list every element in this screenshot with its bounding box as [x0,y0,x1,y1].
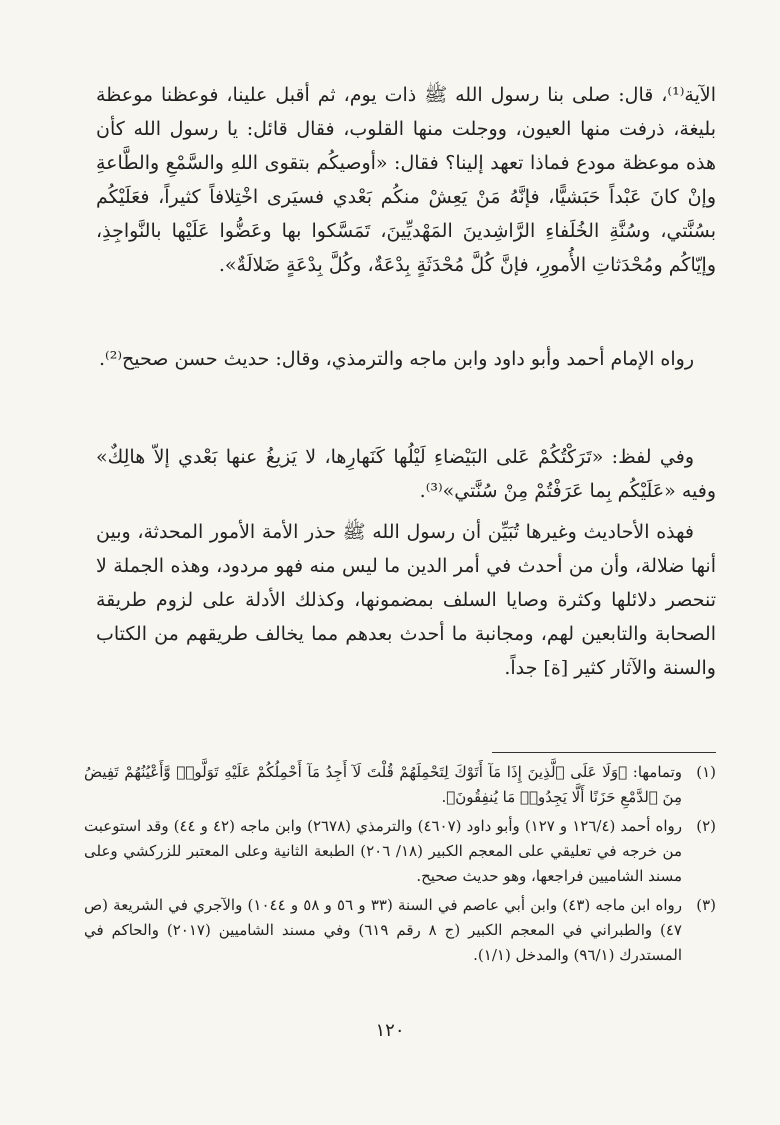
body-paragraph-1 [96,78,716,282]
footnote-divider [492,752,716,753]
paragraph-text: رواه الإمام أحمد وأبو داود وابن ماجه والترمذي، وقال: حديث حسن صحيح⁽²⁾. [99,348,694,370]
body-paragraph-2 [96,342,716,376]
footnote-number: (٣) [696,896,716,914]
footnote-text: رواه أحمد (١٢٦/٤ و ١٢٧) وأبو داود (٤٦٠٧) والترمذي (٢٦٧٨) وابن ماجه (٤٢ و ٤٤) وقد استوعبت من خرجه في تعليقي على المعجم الكبير (١٨/ ٢٠٦) الطبعة الثانية وعلى المعتبر للزركشي وعلى مسند الشاميين فراجعها، وهو حديث صحيح. [84,817,683,885]
footnote-text: وتمامها: ﴿وَلَا عَلَى ٱلَّذِينَ إِذَا مَآ أَتَوْكَ لِتَحْمِلَهُمْ قُلْتَ لَآ أَجِدُ مَآ أَحْمِلُكُمْ عَلَيْهِ تَوَلَّوا۟ وَّأَعْيُنُهُمْ تَفِيضُ مِنَ ٱلدَّمْعِ حَزَنًا أَلَّا يَجِدُوا۟ مَا يُنفِقُونَ﴾. [84,763,682,806]
paragraph-text: الآية⁽¹⁾، قال: صلى بنا رسول الله ﷺ ذات يوم، ثم أقبل علينا، فوعظنا موعظة بليغة، ذرفت منها العيون، ووجلت منها القلوب، فقال قائل: يا رسول الله كأن هذه موعظة مودع فماذا تعهد إلينا؟ فقال: «أوصيكُم بتقوى اللهِ والسَّمْعِ والطَّاعةِ وإنْ كانَ عَبْداً حَبَشيًّا، فإنَّهُ مَنْ يَعِشْ منكُم بَعْدي فسيَرى اخْتِلافاً كثيراً، فعَلَيْكُم بسُنَّتي، وسُنَّةِ الخُلَفاءِ الرَّاشِدينَ المَهْديِّينَ، تَمَسَّكوا بها وعَضُّوا عَلَيْها بالنَّواجِذِ، وإيّاكُم ومُحْدَثاتِ الأُمورِ، فإنَّ كُلَّ مُحْدَثَةٍ بِدْعَةٌ، وكُلَّ بِدْعَةٍ ضَلالَةٌ». [96,84,716,276]
body-paragraph-3 [96,440,716,508]
footnote-3 [84,893,716,968]
footnote-1 [84,760,716,810]
footnote-number: (٢) [696,817,716,835]
body-paragraph-4 [96,515,716,685]
footnote-text: رواه ابن ماجه (٤٣) وابن أبي عاصم في السنة (٣٣ و ٥٦ و ٥٨ و ١٠٤٤) والآجري في الشريعة (ص ٤٧) والطبراني في المعجم الكبير (ج ٨ رقم ٦١٩) وفي مسند الشاميين (٢٠١٧) والحاكم في المستدرك (٩٦/١) والمدخل (١/١). [84,896,683,964]
page-number: ١٢٠ [375,1020,405,1041]
paragraph-text: وفي لفظ: «تَرَكْتُكُمْ عَلى البَيْضاءِ لَيْلُها كَنَهارِها، لا يَزيغُ عنها بَعْدي إلاّ هالِكٌ» وفيه «عَلَيْكُم بِما عَرَفْتُمْ مِنْ سُنَّتي»⁽³⁾. [96,446,716,502]
footnote-2 [84,814,716,889]
footnote-number: (١) [696,763,716,781]
footnotes [84,760,716,972]
paragraph-text: فهذه الأحاديث وغيرها تُبَيِّن أن رسول الله ﷺ حذر الأمة الأمور المحدثة، وبين أنها ضلالة، وأن من أحدث في أمر الدين ما ليس منه فهو مردود، وهذه الجملة لا تنحصر دلائلها وكثرة وصايا السلف بمضمونها، وكذلك الأدلة على لزوم طريقة الصحابة والتابعين لهم، ومجانبة ما أحدث بعدهم مما يخالف طريقهم من الكتاب والسنة والآثار كثير [ة] جداً. [96,521,716,679]
